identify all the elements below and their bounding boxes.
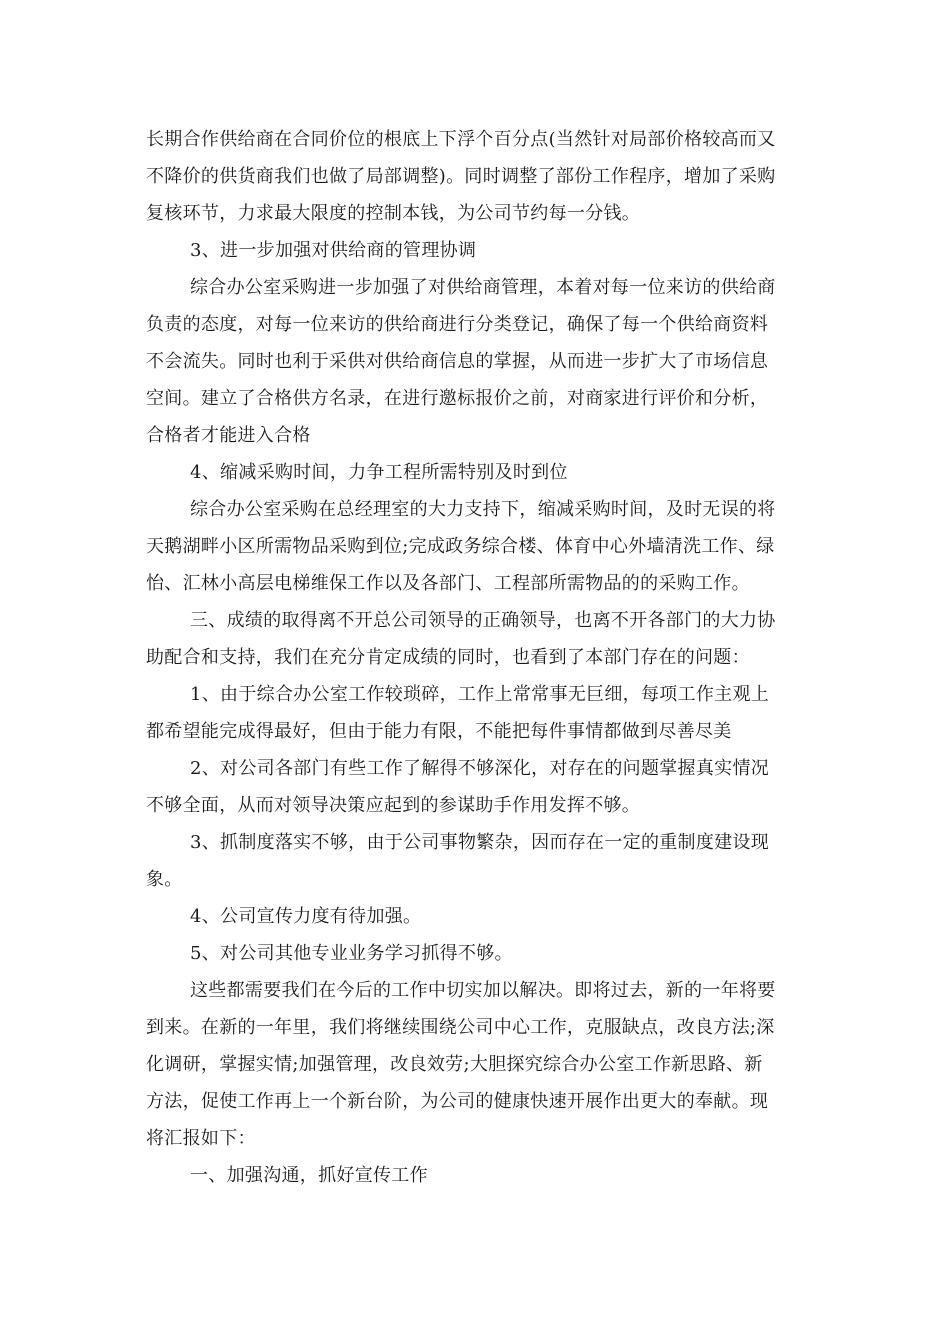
text-line: 怡、汇林小高层电梯维保工作以及各部门、工程部所需物品的的采购工作。	[146, 573, 750, 594]
text-line: 合格者才能进入合格	[146, 425, 311, 446]
text-line: 化调研，掌握实情;加强管理，改良效劳;大胆探究综合办公室工作新思路、新	[146, 1054, 763, 1075]
text-line: 综合办公室采购进一步加强了对供给商管理，本着对每一位来访的供给商	[190, 277, 776, 298]
text-line: 不会流失。同时也利于采供对供给商信息的掌握，从而进一步扩大了市场信息	[146, 351, 769, 372]
text-line: 到来。在新的一年里，我们将继续围绕公司中心工作，克服缺点，改良方法;深	[146, 1017, 775, 1038]
text-line: 助配合和支持，我们在充分肯定成绩的同时，也看到了本部门存在的问题：	[146, 647, 750, 668]
text-line: 5、对公司其他专业业务学习抓得不够。	[190, 943, 513, 964]
text-line: 都希望能完成得最好，但由于能力有限，不能把每件事情都做到尽善尽美	[146, 721, 732, 742]
text-line: 3、抓制度落实不够，由于公司事物繁杂，因而存在一定的重制度建设现	[190, 832, 770, 853]
text-line: 长期合作供给商在合同价位的根底上下浮个百分点(当然针对局部价格较高而又	[146, 129, 776, 150]
text-line: 负责的态度，对每一位来访的供给商进行分类登记，确保了每一个供给商资料	[146, 314, 769, 335]
text-line: 1、由于综合办公室工作较琐碎，工作上常常事无巨细，每项工作主观上	[190, 684, 770, 705]
text-line: 复核环节，力求最大限度的控制本钱，为公司节约每一分钱。	[146, 203, 641, 224]
text-line: 这些都需要我们在今后的工作中切实加以解决。即将过去，新的一年将要	[190, 980, 776, 1001]
text-line: 象。	[146, 869, 183, 890]
text-line: 2、对公司各部门有些工作了解得不够深化，对存在的问题掌握真实情况	[190, 758, 770, 779]
text-line: 不够全面，从而对领导决策应起到的参谋助手作用发挥不够。	[146, 795, 641, 816]
text-line: 天鹅湖畔小区所需物品采购到位;完成政务综合楼、体育中心外墙清洗工作、绿	[146, 536, 775, 557]
text-line: 三、成绩的取得离不开总公司领导的正确领导，也离不开各部门的大力协	[190, 610, 776, 631]
section-heading: 一、加强沟通，抓好宣传工作	[190, 1165, 428, 1186]
section-heading: 4、缩减采购时间，力争工程所需特别及时到位	[190, 462, 568, 483]
text-line: 4、公司宣传力度有待加强。	[190, 906, 422, 927]
text-line: 空间。建立了合格供方名录，在进行邀标报价之前，对商家进行评价和分析，	[146, 388, 769, 409]
section-heading: 3、进一步加强对供给商的管理协调	[190, 240, 477, 261]
text-line: 不降价的供货商我们也做了局部调整)。同时调整了部份工作程序，增加了采购	[146, 166, 776, 187]
text-line: 综合办公室采购在总经理室的大力支持下，缩减采购时间，及时无误的将	[190, 499, 776, 520]
text-line: 将汇报如下：	[146, 1128, 256, 1149]
text-line: 方法，促使工作再上一个新台阶，为公司的健康快速开展作出更大的奉献。现	[146, 1091, 769, 1112]
